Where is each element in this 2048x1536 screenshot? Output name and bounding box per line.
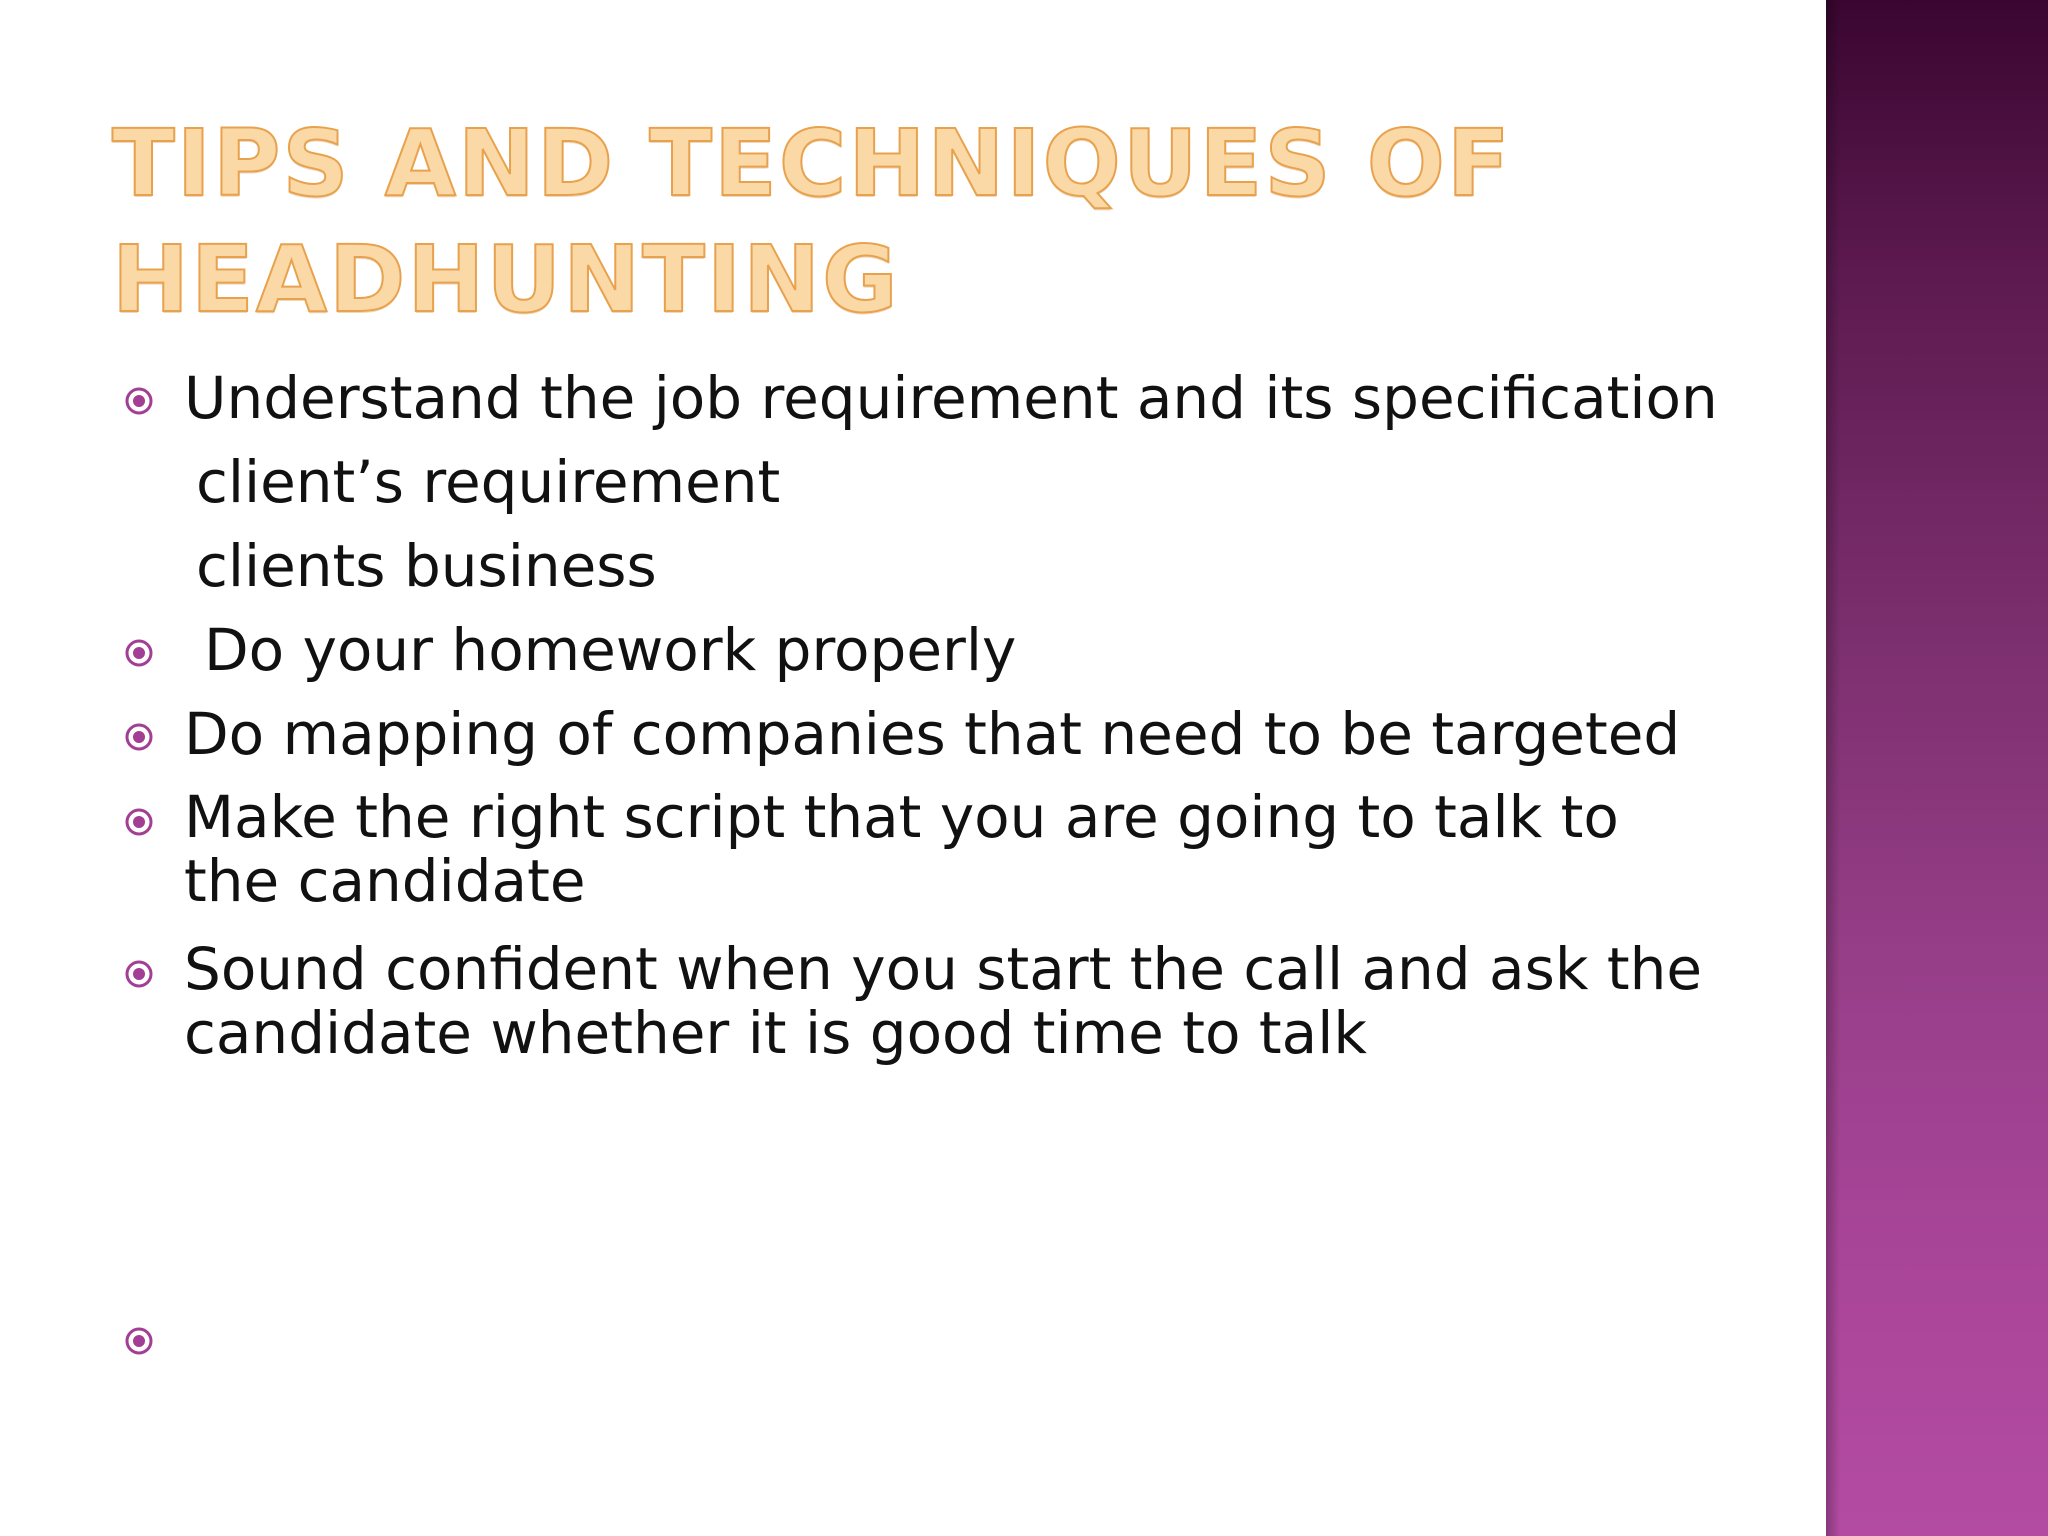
bullet-text: Sound confident when you start the call and ask the candidate whether it is good time to talk (184, 935, 1721, 1067)
circle-dot-bullet-icon (124, 638, 154, 668)
circle-dot-bullet-icon (124, 386, 154, 416)
circle-dot-bullet-icon (124, 807, 154, 837)
bullet-text: Do mapping of companies that need to be targeted (184, 700, 1681, 768)
circle-dot-bullet-icon (124, 1326, 154, 1356)
circle-dot-bullet-icon (124, 722, 154, 752)
sub-item-text: clients business (196, 532, 657, 600)
bullet-text: Understand the job requirement and its specification (184, 364, 1718, 432)
circle-dot-bullet-icon (124, 959, 154, 989)
bullet-text: Make the right script that you are going to talk to the candidate (184, 783, 1638, 915)
decorative-side-bar (1826, 0, 2048, 1536)
slide-title: TIPS AND TECHNIQUES OF HEADHUNTING (112, 110, 1512, 333)
bullet-text: Do your homework properly (204, 616, 1017, 684)
sub-item-text: client’s requirement (196, 448, 781, 516)
